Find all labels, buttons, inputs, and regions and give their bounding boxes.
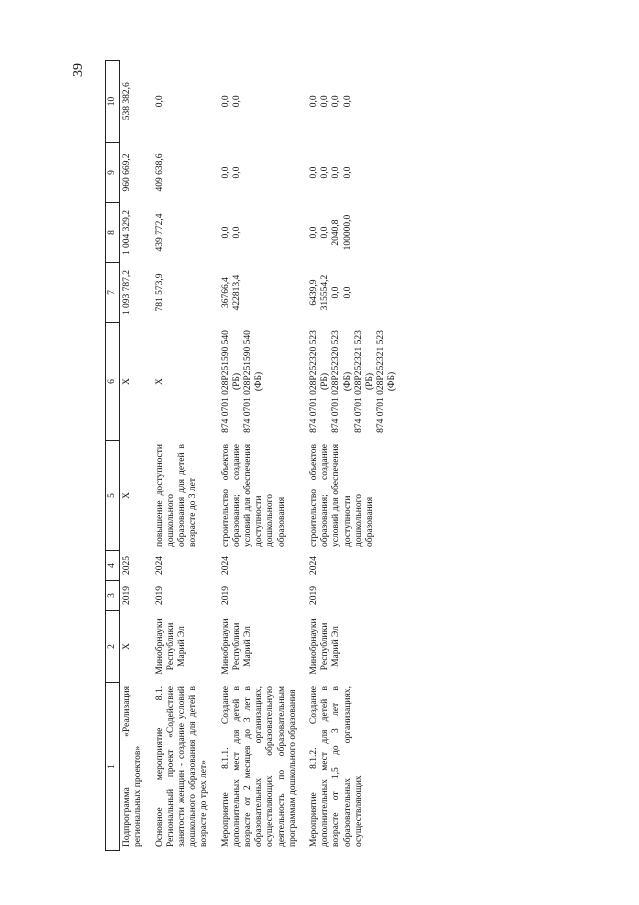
result-cell: строительство объектов образования; создание условий для обеспечения доступности дошкольного образования — [220, 444, 287, 547]
amount-cell — [153, 203, 213, 263]
budget-code: 874 0701 028P252321 523 (РБ) — [353, 330, 376, 433]
budget-code: 874 0701 028P252321 523 (ФБ) — [376, 330, 398, 433]
amount-cell — [307, 143, 401, 203]
amount-cell — [153, 263, 213, 323]
header-cell: 4 — [106, 551, 120, 581]
executor-cell: Минобрнауки Республики Марий Эл — [220, 618, 254, 675]
page-number: 39 — [71, 63, 86, 77]
amount-value: 1 093 787,2 — [122, 269, 133, 316]
amount-cell — [120, 61, 147, 143]
table-row — [153, 61, 213, 851]
amount-value: 0,0 — [342, 286, 353, 299]
amount-value: 0,0 — [331, 286, 342, 299]
amount-value: 0,0 — [320, 166, 331, 179]
amount-value: 0,0 — [231, 166, 242, 179]
amount-cell — [120, 143, 147, 203]
amount-value: 0,0 — [220, 166, 231, 179]
amount-value: 315554,2 — [320, 274, 331, 311]
amount-value: 0,0 — [231, 226, 242, 239]
amount-value: 0,0 — [320, 226, 331, 239]
amount-value: 100000,0 — [342, 214, 353, 251]
table-row — [120, 61, 147, 851]
amount-value: 422813,4 — [231, 274, 242, 311]
budget-code-cell — [219, 323, 301, 441]
header-cell: 5 — [106, 441, 120, 551]
table-row — [219, 61, 301, 851]
start-year-cell: 2019 — [220, 586, 231, 605]
amount-cell — [219, 143, 301, 203]
amount-value: 0,0 — [331, 166, 342, 179]
amount-value: 0,0 — [220, 226, 231, 239]
amount-cell — [153, 143, 213, 203]
amount-cell — [219, 263, 301, 323]
budget-table — [105, 60, 401, 851]
result-cell: X — [122, 492, 133, 499]
amount-cell — [307, 203, 401, 263]
amount-cell — [219, 203, 301, 263]
amount-value: 409 638,6 — [154, 153, 165, 192]
amount-cell — [307, 263, 401, 323]
amount-value: 0,0 — [320, 95, 331, 108]
amount-cell — [219, 61, 301, 143]
end-year-cell: 2024 — [154, 556, 165, 575]
header-cell: 1 — [106, 683, 120, 851]
event-name-cell: Мероприятие 8.1.2. Создание дополнительных мест для детей в возрасте от 1,5 до 3 лет в образовательных организациях, осуществляющих — [309, 686, 364, 847]
amount-value: 0,0 — [220, 95, 231, 108]
amount-cell — [120, 203, 147, 263]
budget-code-cell — [307, 323, 401, 441]
amount-value: 960 669,2 — [122, 153, 133, 192]
amount-value: 36766,4 — [220, 277, 231, 308]
amount-value: 439 772,4 — [154, 213, 165, 252]
header-cell: 2 — [106, 611, 120, 683]
amount-value: 0,0 — [331, 95, 342, 108]
header-cell: 9 — [106, 143, 120, 203]
rotated-table-container — [105, 61, 545, 851]
amount-cell — [153, 61, 213, 143]
table-row — [307, 61, 401, 851]
executor-cell: Минобрнауки Республики Марий Эл — [154, 618, 188, 675]
amount-value: 0,0 — [342, 166, 353, 179]
amount-cell — [307, 61, 401, 143]
amount-cell — [120, 263, 147, 323]
amount-value: 0,0 — [231, 95, 242, 108]
amount-value: 0,0 — [309, 226, 320, 239]
start-year-cell: 2019 — [154, 586, 165, 605]
budget-code: X — [154, 378, 165, 385]
budget-code-cell — [153, 323, 213, 441]
budget-code: 874 0701 028P252320 523 (РБ) — [309, 330, 331, 433]
amount-value: 0,0 — [309, 95, 320, 108]
start-year-cell: 2019 — [309, 586, 320, 605]
event-name-cell: Подпрограмма «Реализация региональных проектов» — [122, 686, 144, 847]
end-year-cell: 2024 — [220, 556, 231, 575]
end-year-cell: 2024 — [309, 556, 320, 575]
header-cell: 3 — [106, 581, 120, 611]
amount-value: 781 573,9 — [154, 273, 165, 312]
amount-value: 2040,8 — [331, 219, 342, 246]
header-cell: 8 — [106, 203, 120, 263]
amount-value: 6439,9 — [309, 279, 320, 306]
header-row — [106, 61, 120, 851]
amount-value: 538 382,6 — [122, 82, 133, 121]
start-year-cell: 2019 — [122, 586, 133, 605]
result-cell: строительство объектов образования; создание условий для обеспечения доступности дошкольного образования — [309, 444, 376, 547]
budget-code: 874 0701 028P251590 540 (ФБ) — [243, 330, 265, 433]
result-cell: повышение доступности дошкольного образования для детей в возрасте до 3 лет — [154, 444, 199, 547]
budget-code: X — [122, 378, 133, 385]
executor-cell: X — [122, 643, 133, 650]
executor-cell: Минобрнауки Республики Марий Эл — [309, 618, 342, 675]
header-cell: 7 — [106, 263, 120, 323]
amount-value: 1 004 329,2 — [122, 209, 133, 256]
event-name-cell: Основное мероприятие 8.1. Региональный проект «Содействие занятости женщин - создание условий дошкольного образования для детей в возрасте до трех лет» — [154, 686, 210, 847]
amount-value: 0,0 — [154, 95, 165, 108]
amount-value: 0,0 — [342, 95, 353, 108]
amount-value: 0,0 — [309, 166, 320, 179]
header-cell: 6 — [106, 323, 120, 441]
event-name-cell: Мероприятие 8.1.1. Создание дополнительных мест для детей в возрасте от 2 месяцев до 3 лет в образовательных организациях, осуществляющих образовательную деятельность по образовательным программам дошкольного образования — [220, 686, 298, 847]
budget-code-cell — [120, 323, 147, 441]
budget-code: 874 0701 028P251590 540 (РБ) — [220, 330, 242, 433]
budget-code: 874 0701 028P252320 523 (ФБ) — [331, 330, 353, 433]
end-year-cell: 2025 — [122, 556, 133, 575]
header-cell: 10 — [106, 61, 120, 143]
